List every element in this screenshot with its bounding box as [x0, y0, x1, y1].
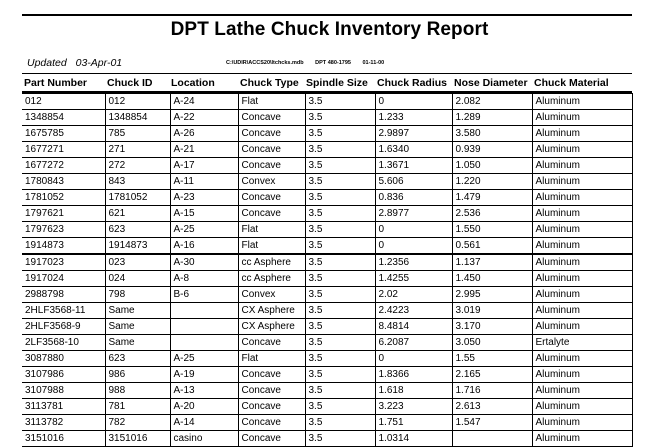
cell-chuck-material: Aluminum [532, 110, 632, 126]
cell-spindle-size: 3.5 [305, 399, 375, 415]
cell-chuck-id: 782 [105, 415, 170, 431]
cell-chuck-radius: 0.836 [375, 190, 452, 206]
table-row [22, 222, 632, 238]
cell-chuck-type: cc Asphere [238, 271, 305, 287]
cell-chuck-material: Aluminum [532, 303, 632, 319]
cell-part-number: 2LF3568-10 [22, 335, 105, 351]
top-rule [22, 14, 632, 16]
cell-nose-diameter: 1.137 [452, 254, 532, 271]
cell-part-number: 1780843 [22, 174, 105, 190]
table-row [22, 383, 632, 399]
table-row [22, 287, 632, 303]
cell-chuck-radius: 1.2356 [375, 254, 452, 271]
cell-chuck-radius: 1.751 [375, 415, 452, 431]
cell-chuck-radius: 6.2087 [375, 335, 452, 351]
table-row [22, 110, 632, 126]
table-row [22, 142, 632, 158]
cell-chuck-type: Flat [238, 238, 305, 255]
cell-part-number: 2HLF3568-11 [22, 303, 105, 319]
cell-nose-diameter: 1.220 [452, 174, 532, 190]
cell-part-number: 1677272 [22, 158, 105, 174]
col-header-part-number: Part Number [24, 77, 88, 89]
cell-chuck-material: Aluminum [532, 174, 632, 190]
cell-nose-diameter: 1.547 [452, 415, 532, 431]
cell-location: A-15 [170, 206, 238, 222]
cell-spindle-size: 3.5 [305, 158, 375, 174]
table-row [22, 126, 632, 142]
table-row [22, 399, 632, 415]
cell-chuck-type: Concave [238, 206, 305, 222]
cell-part-number: 1348854 [22, 110, 105, 126]
cell-part-number: 012 [22, 94, 105, 110]
cell-chuck-radius: 0 [375, 238, 452, 255]
cell-location: casino [170, 431, 238, 447]
cell-spindle-size: 3.5 [305, 126, 375, 142]
table-row [22, 206, 632, 222]
updated-label: Updated [27, 57, 67, 69]
cell-chuck-id: 3151016 [105, 431, 170, 447]
cell-chuck-id: 781 [105, 399, 170, 415]
cell-chuck-material: Aluminum [532, 367, 632, 383]
cell-chuck-material: Aluminum [532, 319, 632, 335]
cell-chuck-material: Ertalyte [532, 335, 632, 351]
cell-chuck-id: 785 [105, 126, 170, 142]
cell-chuck-radius: 2.8977 [375, 206, 452, 222]
cell-nose-diameter: 2.613 [452, 399, 532, 415]
cell-chuck-type: Concave [238, 383, 305, 399]
cell-spindle-size: 3.5 [305, 319, 375, 335]
cell-part-number: 2HLF3568-9 [22, 319, 105, 335]
cell-chuck-type: cc Asphere [238, 254, 305, 271]
cell-chuck-radius: 1.233 [375, 110, 452, 126]
table-row [22, 254, 632, 271]
cell-chuck-id: 621 [105, 206, 170, 222]
cell-chuck-type: Concave [238, 367, 305, 383]
table-row [22, 190, 632, 206]
cell-chuck-material: Aluminum [532, 287, 632, 303]
cell-spindle-size: 3.5 [305, 271, 375, 287]
cell-chuck-material: Aluminum [532, 142, 632, 158]
cell-nose-diameter: 2.082 [452, 94, 532, 110]
cell-chuck-radius: 1.4255 [375, 271, 452, 287]
cell-part-number: 1914873 [22, 238, 105, 255]
cell-nose-diameter: 1.716 [452, 383, 532, 399]
cell-location: A-30 [170, 254, 238, 271]
cell-location: A-23 [170, 190, 238, 206]
cell-part-number: 3107988 [22, 383, 105, 399]
cell-nose-diameter: 3.019 [452, 303, 532, 319]
cell-chuck-radius: 2.02 [375, 287, 452, 303]
table-row [22, 431, 632, 447]
meta-path: C:\UDIR\ACCS20\ltchcks.mdb [226, 60, 304, 66]
cell-nose-diameter: 1.450 [452, 271, 532, 287]
cell-chuck-type: Convex [238, 174, 305, 190]
table-row [22, 319, 632, 335]
cell-chuck-radius: 3.223 [375, 399, 452, 415]
cell-nose-diameter: 2.536 [452, 206, 532, 222]
cell-chuck-type: Flat [238, 94, 305, 110]
cell-nose-diameter: 3.170 [452, 319, 532, 335]
col-header-spindle-size: Spindle Size [306, 77, 368, 89]
cell-chuck-id: Same [105, 303, 170, 319]
col-header-chuck-id: Chuck ID [107, 77, 153, 89]
cell-chuck-radius: 8.4814 [375, 319, 452, 335]
table-row [22, 158, 632, 174]
col-header-chuck-material: Chuck Material [534, 77, 609, 89]
cell-part-number: 1677271 [22, 142, 105, 158]
cell-chuck-id: 1914873 [105, 238, 170, 255]
cell-part-number: 3113781 [22, 399, 105, 415]
cell-part-number: 3113782 [22, 415, 105, 431]
cell-part-number: 1917023 [22, 254, 105, 271]
meta-rev: 01-11-00 [362, 60, 385, 66]
cell-chuck-type: CX Asphere [238, 303, 305, 319]
cell-part-number: 3107986 [22, 367, 105, 383]
cell-location [170, 303, 238, 319]
cell-chuck-id: 272 [105, 158, 170, 174]
cell-nose-diameter: 0.939 [452, 142, 532, 158]
cell-chuck-radius: 1.6340 [375, 142, 452, 158]
cell-part-number: 1781052 [22, 190, 105, 206]
cell-spindle-size: 3.5 [305, 367, 375, 383]
cell-location: A-25 [170, 351, 238, 367]
cell-location: A-24 [170, 94, 238, 110]
cell-part-number: 1675785 [22, 126, 105, 142]
report-meta [226, 60, 394, 66]
cell-chuck-id: 798 [105, 287, 170, 303]
cell-location: A-17 [170, 158, 238, 174]
cell-chuck-id: 023 [105, 254, 170, 271]
cell-spindle-size: 3.5 [305, 222, 375, 238]
cell-spindle-size: 3.5 [305, 110, 375, 126]
cell-chuck-material: Aluminum [532, 238, 632, 255]
header-top-rule [22, 73, 632, 74]
cell-location: A-21 [170, 142, 238, 158]
cell-location: A-8 [170, 271, 238, 287]
cell-chuck-id: 271 [105, 142, 170, 158]
cell-chuck-type: Convex [238, 287, 305, 303]
cell-location: A-22 [170, 110, 238, 126]
cell-chuck-id: Same [105, 335, 170, 351]
table-row [22, 238, 632, 255]
cell-nose-diameter: 1.550 [452, 222, 532, 238]
cell-chuck-id: 024 [105, 271, 170, 287]
cell-chuck-id: 1348854 [105, 110, 170, 126]
cell-location: A-14 [170, 415, 238, 431]
cell-nose-diameter: 2.995 [452, 287, 532, 303]
cell-part-number: 3151016 [22, 431, 105, 447]
cell-part-number: 2988798 [22, 287, 105, 303]
cell-spindle-size: 3.5 [305, 206, 375, 222]
cell-chuck-id: 988 [105, 383, 170, 399]
cell-chuck-radius: 0 [375, 94, 452, 110]
cell-chuck-material: Aluminum [532, 222, 632, 238]
cell-chuck-type: Concave [238, 110, 305, 126]
cell-chuck-material: Aluminum [532, 206, 632, 222]
meta-code: DPT 480-1795 [315, 60, 351, 66]
cell-location [170, 319, 238, 335]
cell-chuck-radius: 5.606 [375, 174, 452, 190]
updated-date: 03-Apr-01 [75, 57, 123, 69]
cell-chuck-radius: 2.9897 [375, 126, 452, 142]
cell-spindle-size: 3.5 [305, 238, 375, 255]
cell-part-number: 1797623 [22, 222, 105, 238]
cell-nose-diameter: 1.479 [452, 190, 532, 206]
col-header-location: Location [171, 77, 215, 89]
cell-chuck-radius: 1.618 [375, 383, 452, 399]
cell-chuck-type: Concave [238, 335, 305, 351]
cell-location: B-6 [170, 287, 238, 303]
table-row [22, 335, 632, 351]
cell-spindle-size: 3.5 [305, 174, 375, 190]
cell-chuck-radius: 1.0314 [375, 431, 452, 447]
cell-chuck-id: 986 [105, 367, 170, 383]
cell-spindle-size: 3.5 [305, 254, 375, 271]
cell-chuck-radius: 2.4223 [375, 303, 452, 319]
cell-chuck-material: Aluminum [532, 415, 632, 431]
cell-spindle-size: 3.5 [305, 142, 375, 158]
cell-chuck-material: Aluminum [532, 126, 632, 142]
cell-chuck-id: 843 [105, 174, 170, 190]
cell-chuck-type: Flat [238, 351, 305, 367]
cell-part-number: 3087880 [22, 351, 105, 367]
cell-chuck-material: Aluminum [532, 383, 632, 399]
cell-chuck-material: Aluminum [532, 271, 632, 287]
updated-line [27, 57, 122, 69]
cell-nose-diameter: 2.165 [452, 367, 532, 383]
table-row [22, 303, 632, 319]
cell-location: A-26 [170, 126, 238, 142]
cell-chuck-type: Concave [238, 126, 305, 142]
cell-chuck-radius: 0 [375, 351, 452, 367]
cell-nose-diameter: 1.050 [452, 158, 532, 174]
cell-part-number: 1917024 [22, 271, 105, 287]
cell-chuck-material: Aluminum [532, 94, 632, 110]
cell-chuck-type: Concave [238, 415, 305, 431]
cell-chuck-material: Aluminum [532, 351, 632, 367]
table-row [22, 94, 632, 110]
cell-chuck-type: Flat [238, 222, 305, 238]
cell-chuck-type: Concave [238, 142, 305, 158]
col-header-chuck-radius: Chuck Radius [377, 77, 448, 89]
report-title: DPT Lathe Chuck Inventory Report [170, 19, 489, 40]
cell-chuck-material: Aluminum [532, 399, 632, 415]
cell-location: A-25 [170, 222, 238, 238]
cell-spindle-size: 3.5 [305, 415, 375, 431]
cell-spindle-size: 3.5 [305, 335, 375, 351]
cell-part-number: 1797621 [22, 206, 105, 222]
cell-location [170, 335, 238, 351]
cell-spindle-size: 3.5 [305, 383, 375, 399]
cell-chuck-type: Concave [238, 399, 305, 415]
cell-chuck-radius: 1.8366 [375, 367, 452, 383]
cell-spindle-size: 3.5 [305, 351, 375, 367]
table-row [22, 351, 632, 367]
cell-chuck-material: Aluminum [532, 158, 632, 174]
cell-chuck-type: Concave [238, 431, 305, 447]
table-row [22, 174, 632, 190]
cell-chuck-type: CX Asphere [238, 319, 305, 335]
cell-chuck-id: Same [105, 319, 170, 335]
cell-chuck-id: 1781052 [105, 190, 170, 206]
cell-chuck-id: 012 [105, 94, 170, 110]
table-row [22, 367, 632, 383]
cell-spindle-size: 3.5 [305, 303, 375, 319]
cell-chuck-radius: 0 [375, 222, 452, 238]
cell-nose-diameter [452, 431, 532, 447]
cell-nose-diameter: 3.580 [452, 126, 532, 142]
cell-spindle-size: 3.5 [305, 287, 375, 303]
cell-location: A-13 [170, 383, 238, 399]
col-header-nose-diameter: Nose Diameter [454, 77, 528, 89]
cell-spindle-size: 3.5 [305, 190, 375, 206]
cell-location: A-19 [170, 367, 238, 383]
cell-spindle-size: 3.5 [305, 94, 375, 110]
cell-location: A-20 [170, 399, 238, 415]
table-row [22, 271, 632, 287]
col-header-chuck-type: Chuck Type [240, 77, 299, 89]
cell-chuck-radius: 1.3671 [375, 158, 452, 174]
cell-chuck-type: Concave [238, 158, 305, 174]
cell-nose-diameter: 0.561 [452, 238, 532, 255]
cell-location: A-16 [170, 238, 238, 255]
cell-chuck-id: 623 [105, 351, 170, 367]
cell-chuck-type: Concave [238, 190, 305, 206]
cell-chuck-material: Aluminum [532, 254, 632, 271]
cell-chuck-material: Aluminum [532, 431, 632, 447]
cell-location: A-11 [170, 174, 238, 190]
cell-nose-diameter: 1.55 [452, 351, 532, 367]
cell-chuck-material: Aluminum [532, 190, 632, 206]
inventory-table [22, 93, 633, 447]
table-row [22, 415, 632, 431]
cell-nose-diameter: 3.050 [452, 335, 532, 351]
cell-spindle-size: 3.5 [305, 431, 375, 447]
cell-nose-diameter: 1.289 [452, 110, 532, 126]
cell-chuck-id: 623 [105, 222, 170, 238]
